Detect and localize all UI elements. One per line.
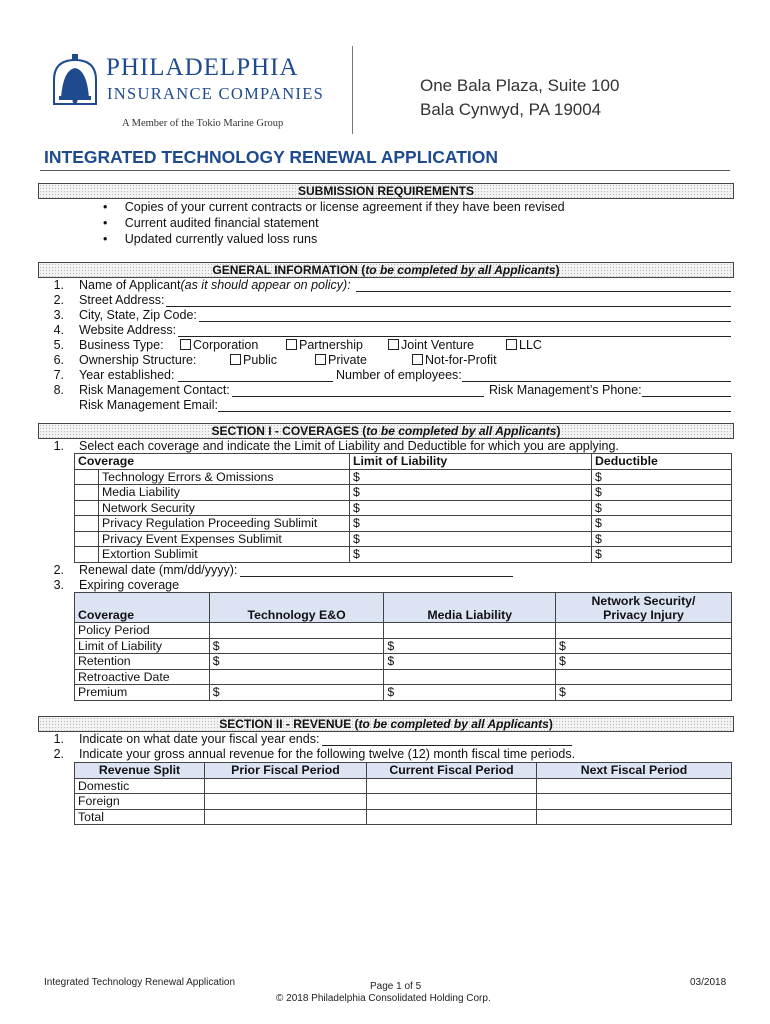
risk-email-label: Risk Management Email: [79, 398, 218, 412]
question-number: 1. [53, 732, 64, 746]
deductible-cell[interactable]: $ [592, 485, 732, 501]
row-label: Domestic [75, 778, 205, 794]
table-row [75, 794, 732, 810]
input-cell[interactable]: $ [209, 638, 384, 654]
fiscal-year-label: Indicate on what date your fiscal year ends: [79, 732, 320, 746]
input-cell[interactable] [537, 809, 732, 825]
coverage-header: Coverage [75, 454, 350, 470]
input-cell[interactable]: $ [209, 685, 384, 701]
coverage-instruction: Select each coverage and indicate the Limit of Liability and Deductible for which you are applying. [79, 439, 619, 453]
footer-form-name: Integrated Technology Renewal Application [44, 977, 236, 988]
table-row [75, 778, 732, 794]
expiring-coverage-table-net [555, 592, 732, 701]
prior-period-header: Prior Fiscal Period [205, 763, 367, 779]
coverage-name: Privacy Regulation Proceeding Sublimit [99, 516, 350, 532]
checkbox-icon[interactable] [180, 339, 191, 350]
input-cell[interactable] [537, 778, 732, 794]
input-cell[interactable]: $ [556, 638, 732, 654]
employees-label: Number of employees: [336, 368, 462, 382]
input-cell[interactable] [209, 623, 384, 639]
ownership-label: Ownership Structure: [79, 353, 197, 367]
input-cell[interactable]: $ [209, 654, 384, 670]
section2-heading: SECTION II - REVENUE (to be completed by all Applicants) [38, 716, 734, 732]
business-type-label: Business Type: [79, 338, 164, 352]
table-row [75, 547, 732, 563]
table-row [75, 500, 732, 516]
input-cell[interactable]: $ [556, 685, 732, 701]
input-cell[interactable] [205, 809, 367, 825]
checkbox-private[interactable]: Private [315, 353, 367, 367]
question-number: 1. [53, 278, 64, 292]
general-heading: GENERAL INFORMATION (to be completed by all Applicants) [38, 262, 734, 278]
checkbox-icon[interactable] [388, 339, 399, 350]
table-row [75, 669, 556, 685]
coverage-name: Technology Errors & Omissions [99, 469, 350, 485]
question-number: 3. [53, 578, 64, 592]
fiscal-year-field[interactable] [322, 745, 572, 746]
question-number: 2. [53, 747, 64, 761]
city-state-zip-label: City, State, Zip Code: [79, 308, 197, 322]
question-number: 8. [53, 383, 64, 397]
checkbox-cell[interactable] [75, 469, 99, 485]
applicant-name-label: Name of Applicant(as it should appear on policy): [79, 278, 351, 292]
checkbox-joint-venture[interactable]: Joint Venture [388, 338, 474, 352]
city-state-zip-field[interactable] [199, 321, 731, 322]
table-row [75, 654, 556, 670]
question-number: 3. [53, 308, 64, 322]
checkbox-partnership[interactable]: Partnership [286, 338, 363, 352]
risk-contact-field[interactable] [232, 396, 484, 397]
checkbox-icon[interactable] [506, 339, 517, 350]
deductible-cell[interactable]: $ [592, 469, 732, 485]
submission-item: • Copies of your current contracts or license agreement if they have been revised [103, 200, 565, 214]
input-cell[interactable] [556, 669, 732, 685]
question-number: 1. [53, 439, 64, 453]
table-row [75, 516, 732, 532]
deductible-cell[interactable]: $ [592, 531, 732, 547]
revenue-table [74, 762, 732, 825]
question-number: 6. [53, 353, 64, 367]
risk-contact-label: Risk Management Contact: [79, 383, 230, 397]
liberty-bell-icon [52, 54, 98, 106]
footer-page-number: Page 1 of 5 [370, 981, 422, 992]
input-cell[interactable] [367, 809, 537, 825]
coverage-name: Network Security [99, 500, 350, 516]
street-address-label: Street Address: [79, 293, 165, 307]
row-label: Policy Period [75, 623, 210, 639]
expiring-coverage-table [74, 592, 556, 701]
coverage-header: Coverage [75, 593, 210, 623]
renewal-date-label: Renewal date (mm/dd/yyyy): [79, 563, 238, 577]
limit-header: Limit of Liability [350, 454, 592, 470]
row-label: Limit of Liability [75, 638, 210, 654]
limit-cell[interactable]: $ [350, 469, 592, 485]
company-logo [52, 50, 325, 134]
expiring-coverage-label: Expiring coverage [79, 578, 180, 592]
checkbox-cell[interactable] [75, 516, 99, 532]
question-number: 2. [53, 293, 64, 307]
input-cell[interactable] [556, 623, 732, 639]
checkbox-not-for-profit[interactable]: Not-for-Profit [412, 353, 497, 367]
table-row [75, 485, 732, 501]
address-line-1: One Bala Plaza, Suite 100 [420, 76, 620, 95]
question-number: 4. [53, 323, 64, 337]
table-row [75, 469, 732, 485]
table-row [75, 623, 556, 639]
input-cell[interactable] [537, 794, 732, 810]
coverage-name: Media Liability [99, 485, 350, 501]
renewal-date-field[interactable] [240, 576, 513, 577]
row-label: Foreign [75, 794, 205, 810]
input-cell[interactable] [209, 669, 384, 685]
checkbox-cell[interactable] [75, 547, 99, 563]
table-row [75, 809, 732, 825]
tech-eo-header: Technology E&O [209, 593, 384, 623]
input-cell[interactable] [205, 794, 367, 810]
applicant-name-field[interactable] [356, 291, 731, 292]
row-label: Retention [75, 654, 210, 670]
limit-cell[interactable]: $ [350, 485, 592, 501]
address-line-2: Bala Cynwyd, PA 19004 [420, 100, 602, 119]
coverage-name: Extortion Sublimit [99, 547, 350, 563]
current-period-header: Current Fiscal Period [367, 763, 537, 779]
row-label: Premium [75, 685, 210, 701]
checkbox-cell[interactable] [75, 500, 99, 516]
footer-copyright: © 2018 Philadelphia Consolidated Holding Corp. [276, 993, 491, 1004]
question-number: 7. [53, 368, 64, 382]
checkbox-cell[interactable] [75, 485, 99, 501]
input-cell[interactable]: $ [556, 654, 732, 670]
table-row [75, 531, 732, 547]
limit-cell[interactable]: $ [350, 547, 592, 563]
brand-subtitle: INSURANCE COMPANIES [107, 84, 325, 103]
question-number: 2. [53, 563, 64, 577]
coverage-name: Privacy Event Expenses Sublimit [99, 531, 350, 547]
input-cell[interactable] [367, 778, 537, 794]
revenue-instruction: Indicate your gross annual revenue for the following twelve (12) month fiscal time periods. [79, 747, 576, 761]
employees-field[interactable] [462, 381, 731, 382]
deductible-header: Deductible [592, 454, 732, 470]
media-liability-header: Media Liability [384, 593, 556, 623]
table-row [75, 638, 556, 654]
company-address [420, 74, 619, 122]
checkbox-icon[interactable] [230, 354, 241, 365]
checkbox-icon[interactable] [315, 354, 326, 365]
input-cell[interactable] [384, 623, 556, 639]
limit-cell[interactable]: $ [350, 500, 592, 516]
coverage-table [74, 453, 732, 563]
checkbox-public[interactable]: Public [230, 353, 277, 367]
website-field[interactable] [178, 336, 731, 337]
checkbox-icon[interactable] [412, 354, 423, 365]
checkbox-llc[interactable]: LLC [506, 338, 542, 352]
input-cell[interactable] [384, 669, 556, 685]
risk-email-field[interactable] [218, 411, 731, 412]
section1-heading: SECTION I - COVERAGES (to be completed by all Applicants) [38, 423, 734, 439]
year-established-label: Year established: [79, 368, 175, 382]
risk-phone-field[interactable] [642, 396, 731, 397]
submission-heading: SUBMISSION REQUIREMENTS [38, 183, 734, 199]
next-period-header: Next Fiscal Period [537, 763, 732, 779]
submission-item: • Updated currently valued loss runs [103, 232, 318, 246]
footer-date: 03/2018 [690, 977, 727, 988]
input-cell[interactable]: $ [384, 654, 556, 670]
header-divider [352, 46, 353, 134]
risk-phone-label: Risk Management’s Phone: [489, 383, 642, 397]
revenue-split-header: Revenue Split [75, 763, 205, 779]
input-cell[interactable] [367, 794, 537, 810]
question-number: 5. [53, 338, 64, 352]
deductible-cell[interactable]: $ [592, 516, 732, 532]
year-established-field[interactable] [178, 381, 333, 382]
member-note: A Member of the Tokio Marine Group [122, 118, 284, 129]
checkbox-cell[interactable] [75, 531, 99, 547]
input-cell[interactable]: $ [384, 638, 556, 654]
input-cell[interactable] [205, 778, 367, 794]
input-cell[interactable]: $ [384, 685, 556, 701]
network-security-header: Network Security/ Privacy Injury [556, 593, 732, 623]
checkbox-icon[interactable] [286, 339, 297, 350]
limit-cell[interactable]: $ [350, 516, 592, 532]
website-label: Website Address: [79, 323, 177, 337]
page-title: INTEGRATED TECHNOLOGY RENEWAL APPLICATION [44, 147, 499, 167]
street-address-field[interactable] [166, 306, 731, 307]
row-label: Retroactive Date [75, 669, 210, 685]
title-rule [40, 170, 730, 171]
checkbox-corporation[interactable]: Corporation [180, 338, 258, 352]
deductible-cell[interactable]: $ [592, 500, 732, 516]
submission-item: • Current audited financial statement [103, 216, 319, 230]
brand-name: PHILADELPHIA [106, 54, 299, 81]
deductible-cell[interactable]: $ [592, 547, 732, 563]
table-row [75, 685, 556, 701]
row-label: Total [75, 809, 205, 825]
limit-cell[interactable]: $ [350, 531, 592, 547]
